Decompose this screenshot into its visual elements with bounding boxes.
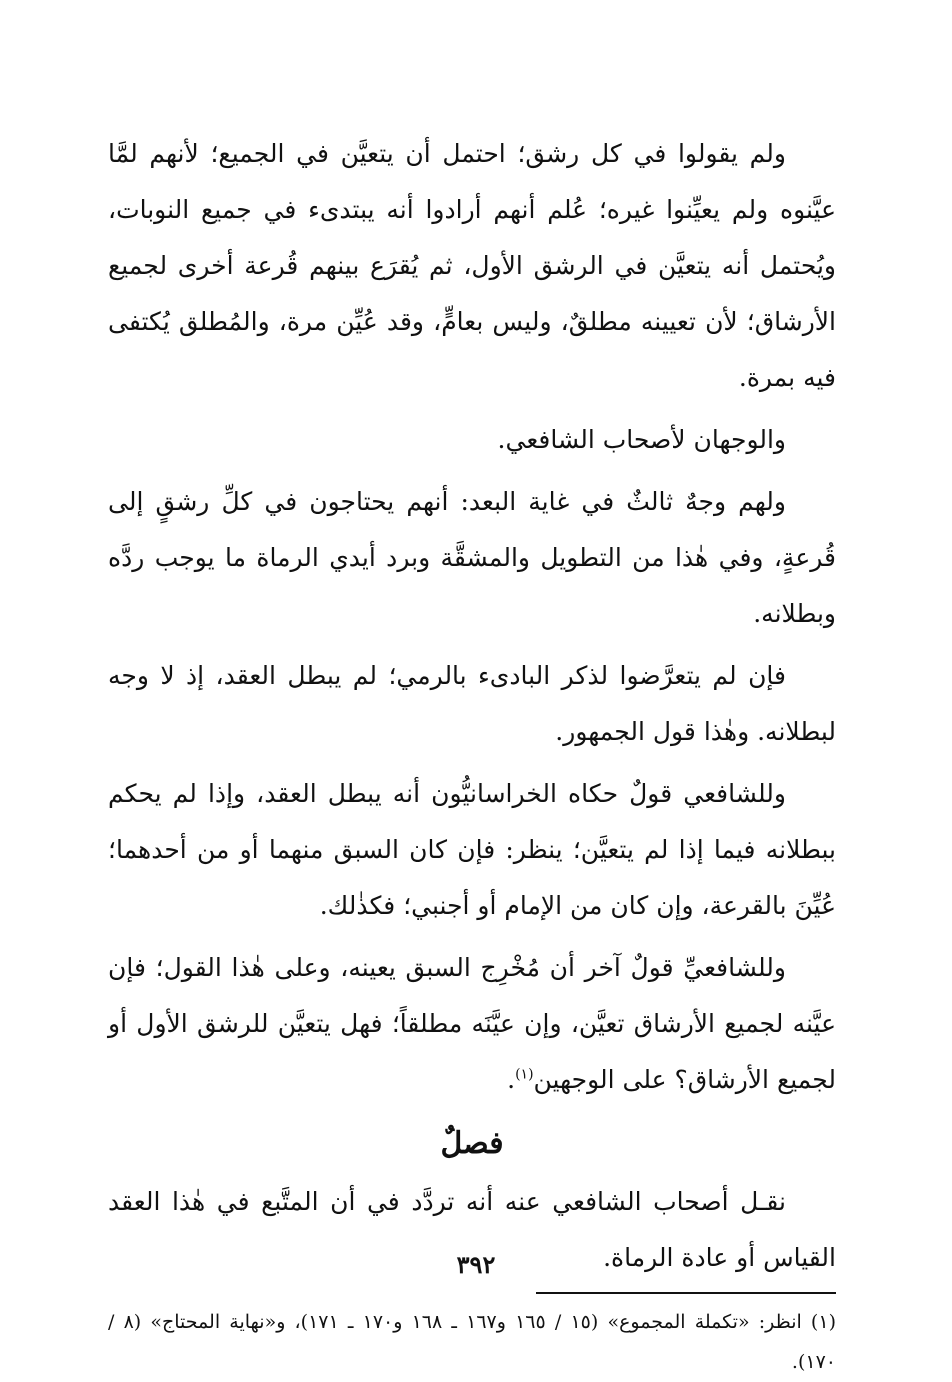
paragraph-6-end: . (507, 1065, 516, 1094)
paragraph-7: نقـل أصحاب الشافعي عنه أنه تردَّد في أن المتَّبع في هٰذا العقد القياس أو عادة الرماة. (108, 1187, 836, 1272)
paragraph-2: والوجهان لأصحاب الشافعي. (497, 425, 786, 454)
footnote-text: (١) انظر: «تكملة المجموع» (١٥ / ١٦٥ و١٦٧ ـ ١٦٨ و١٧٠ ـ ١٧١)، و«نهاية المحتاج» (٨ / ١٧٠). (108, 1311, 836, 1373)
paragraph-6-text: وللشافعيِّ قولٌ آخر أن مُخْرِج السبق يعينه، وعلى هٰذا القول؛ فإن عيَّنه لجميع الأرشاق تعيَّن، وإن عيَّنَه مطلقاً؛ فهل يتعيَّن للرشق الأول أو لجميع الأرشاق؟ على الوجهين (108, 953, 836, 1094)
section-heading: فصلٌ (440, 1126, 504, 1161)
paragraph-6 (108, 940, 836, 1108)
page-body (108, 126, 836, 1382)
paragraph-5: وللشافعي قولٌ حكاه الخراسانيُّون أنه يبطل العقد، وإذا لم يحكم ببطلانه فيما إذا لم يتعيَّن؛ ينظر: فإن كان السبق منهما أو من أحدهما؛ عُيِّنَ بالقرعة، وإن كان من الإمام أو أجنبي؛ فكذٰلك. (108, 779, 836, 920)
page-number: ٣٩٢ (456, 1250, 496, 1279)
footnote-marker: (١) (515, 1066, 534, 1083)
paragraph-3: ولهم وجهٌ ثالثٌ في غاية البعد: أنهم يحتاجون في كلِّ رشقٍ إلى قُرعةٍ، وفي هٰذا من التطويل والمشقَّة وبرد أيدي الرماة ما يوجب ردَّه وبطلانه. (108, 487, 836, 628)
footnote-divider (536, 1292, 836, 1294)
paragraph-4: فإن لم يتعرَّضوا لذكر البادىء بالرمي؛ لم يبطل العقد، إذ لا وجه لبطلانه. وهٰذا قول الجمهور. (108, 661, 836, 746)
paragraph-1: ولم يقولوا في كل رشق؛ احتمل أن يتعيَّن في الجميع؛ لأنهم لمَّا عيَّنوه ولم يعيِّنوا غيره؛ عُلم أنهم أرادوا أنه يبتدىء في جميع النوبات، ويُحتمل أنه يتعيَّن في الرشق الأول، ثم يُقرَع بينهم قُرعة أخرى لجميع الأرشاق؛ لأن تعيينه مطلقٌ، وليس بعامٍّ، وقد عُيِّن مرة، والمُطلق يُكتفى فيه بمرة. (108, 139, 836, 392)
